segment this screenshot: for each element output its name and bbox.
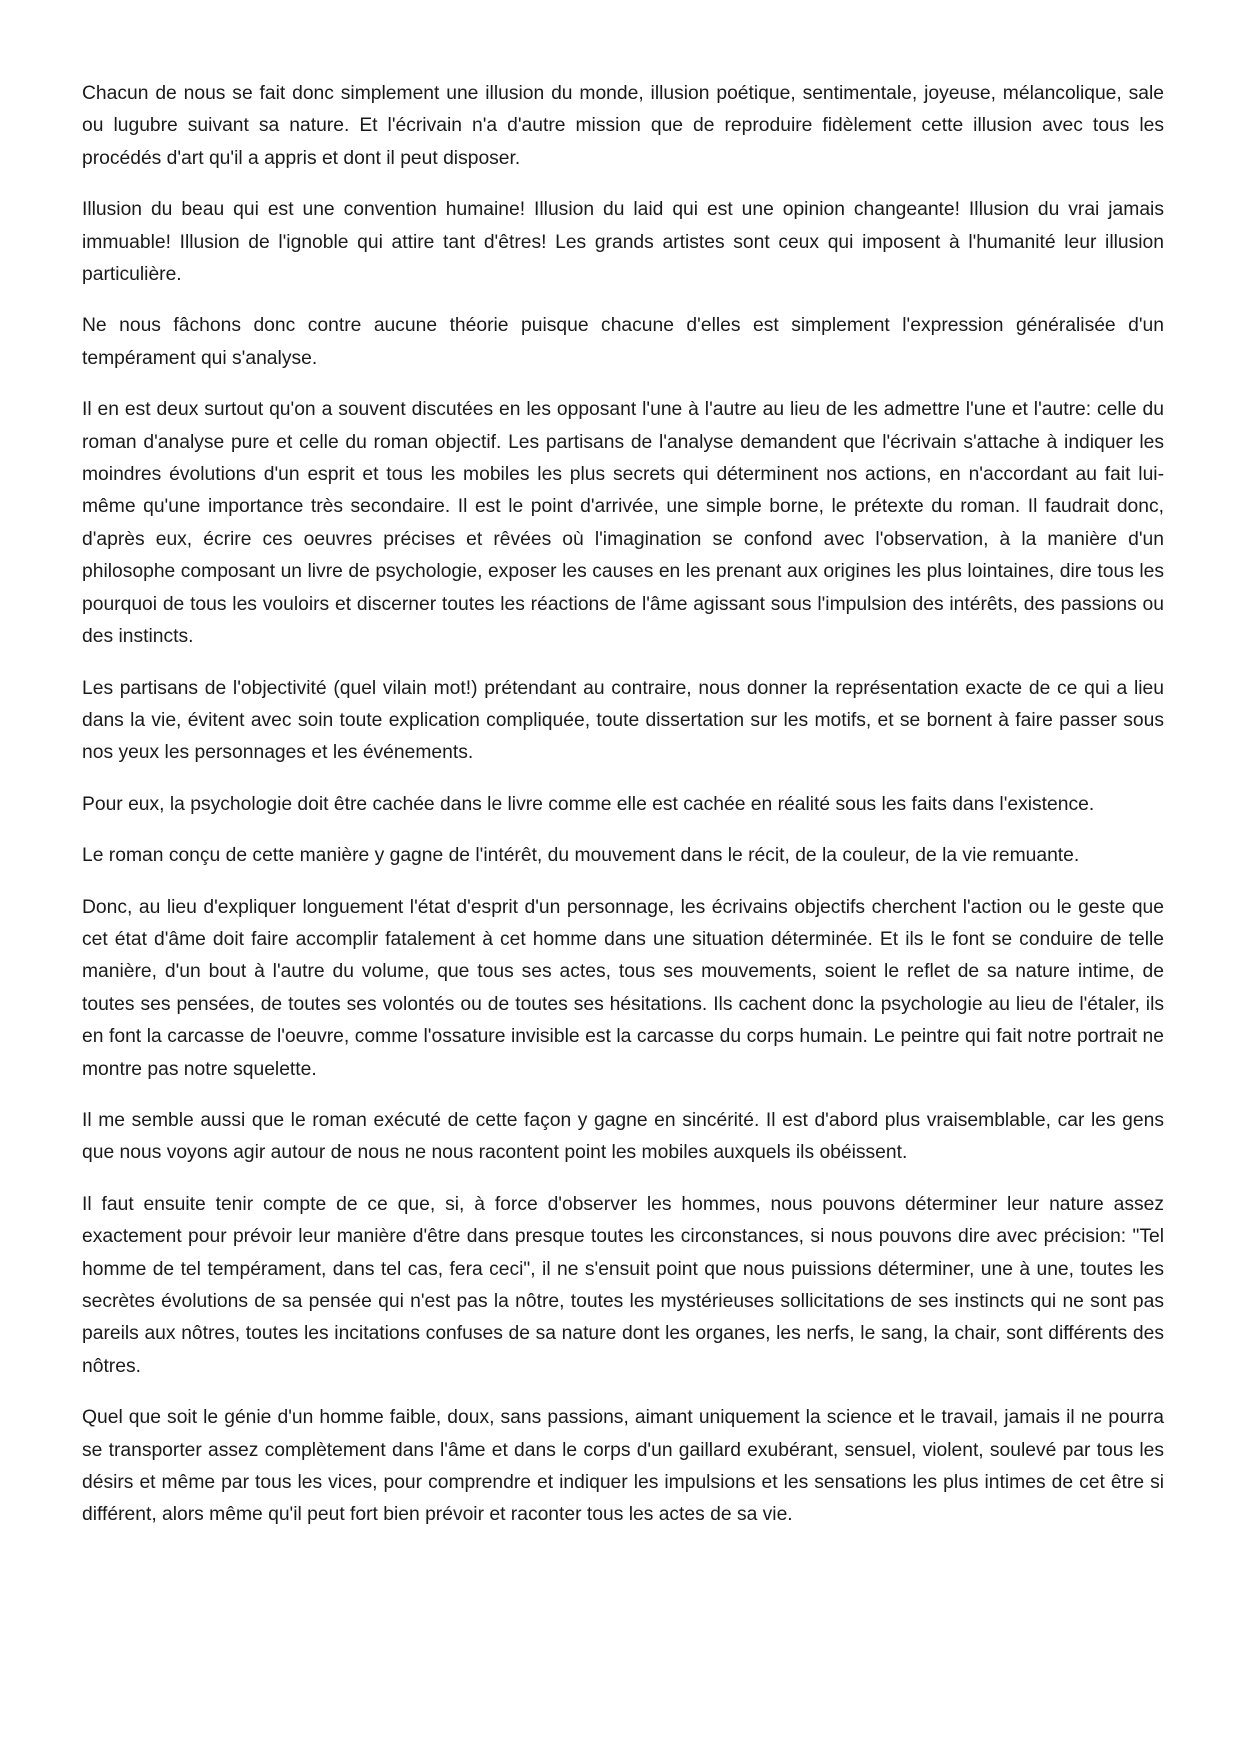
paragraph-4: Il en est deux surtout qu'on a souvent discutées en les opposant l'une à l'autre au lieu de les admettre l'une et l'autre: celle du roman d'analyse pure et celle du roman objectif. Les partisans de l'analyse demandent que l'écrivain s'attache à indiquer les moindres évolutions d'un esprit et tous les mobiles les plus secrets qui déterminent nos actions, en n'accordant au fait lui-même qu'une importance très secondaire. Il est le point d'arrivée, une simple borne, le prétexte du roman. Il faudrait donc, d'après eux, écrire ces oeuvres précises et rêvées où l'imagination se confond avec l'observation, à la manière d'un philosophe composant un livre de psychologie, exposer les causes en les prenant aux origines les plus lointaines, dire tous les pourquoi de tous les vouloirs et discerner toutes les réactions de l'âme agissant sous l'impulsion des intérêts, des passions ou des instincts.	[82, 399, 1164, 648]
paragraph-1: Chacun de nous se fait donc simplement une illusion du monde, illusion poétique, sentimentale, joyeuse, mélancolique, sale ou lugubre suivant sa nature. Et l'écrivain n'a d'autre mission que de reproduire fidèlement cette illusion avec tous les procédés d'art qu'il a appris et dont il peut disposer.	[82, 83, 1164, 169]
paragraph-3: Ne nous fâchons donc contre aucune théorie puisque chacune d'elles est simplement l'expression généralisée d'un tempérament qui s'analyse.	[82, 315, 1164, 369]
paragraph-9: Il me semble aussi que le roman exécuté de cette façon y gagne en sincérité. Il est d'abord plus vraisemblable, car les gens que nous voyons agir autour de nous ne nous racontent point les mobiles auxquels ils obéissent.	[82, 1109, 1164, 1164]
paragraph-2: Illusion du beau qui est une convention humaine! Illusion du laid qui est une opinion changeante! Illusion du vrai jamais immuable! Illusion de l'ignoble qui attire tant d'êtres! Les grands artistes sont ceux qui imposent à l'humanité leur illusion particulière.	[82, 199, 1164, 286]
paragraph-6: Pour eux, la psychologie doit être cachée dans le livre comme elle est cachée en réalité sous les faits dans l'existence.	[82, 793, 1095, 815]
document-page	[82, 78, 1164, 1551]
paragraph-7: Le roman conçu de cette manière y gagne de l'intérêt, du mouvement dans le récit, de la couleur, de la vie remuante.	[82, 845, 1080, 867]
paragraph-5: Les partisans de l'objectivité (quel vilain mot!) prétendant au contraire, nous donner la représentation exacte de ce qui a lieu dans la vie, évitent avec soin toute explication compliquée, toute dissertation sur les motifs, et se bornent à faire passer sous nos yeux les personnages et les événements.	[82, 677, 1164, 764]
paragraph-10: Il faut ensuite tenir compte de ce que, si, à force d'observer les hommes, nous pouvons déterminer leur nature assez exactement pour prévoir leur manière d'être dans presque toutes les circonstances, si nous pouvons dire avec précision: "Tel homme de tel tempérament, dans tel cas, fera ceci", il ne s'ensuit point que nous puissions déterminer, une à une, toutes les secrètes évolutions de sa pensée qui n'est pas la nôtre, toutes les mystérieuses sollicitations de ses instincts qui ne sont pas pareils aux nôtres, toutes les incitations confuses de sa nature dont les organes, les nerfs, le sang, la chair, sont différents des nôtres.	[82, 1193, 1164, 1377]
paragraph-11: Quel que soit le génie d'un homme faible, doux, sans passions, aimant uniquement la science et le travail, jamais il ne pourra se transporter assez complètement dans l'âme et dans le corps d'un gaillard exubérant, sensuel, violent, soulevé par tous les désirs et même par tous les vices, pour comprendre et indiquer les impulsions et les sensations les plus intimes de cet être si différent, alors même qu'il peut fort bien prévoir et raconter tous les actes de sa vie.	[82, 1407, 1164, 1526]
paragraph-8: Donc, au lieu d'expliquer longuement l'état d'esprit d'un personnage, les écrivains objectifs cherchent l'action ou le geste que cet état d'âme doit faire accomplir fatalement à cet homme dans une situation déterminée. Et ils le font se conduire de telle manière, d'un bout à l'autre du volume, que tous ses actes, tous ses mouvements, soient le reflet de sa nature intime, de toutes ses pensées, de toutes ses volontés ou de toutes ses hésitations. Ils cachent donc la psychologie au lieu de l'étaler, ils en font la carcasse de l'oeuvre, comme l'ossature invisible est la carcasse du corps humain. Le peintre qui fait notre portrait ne montre pas notre squelette.	[82, 896, 1164, 1080]
